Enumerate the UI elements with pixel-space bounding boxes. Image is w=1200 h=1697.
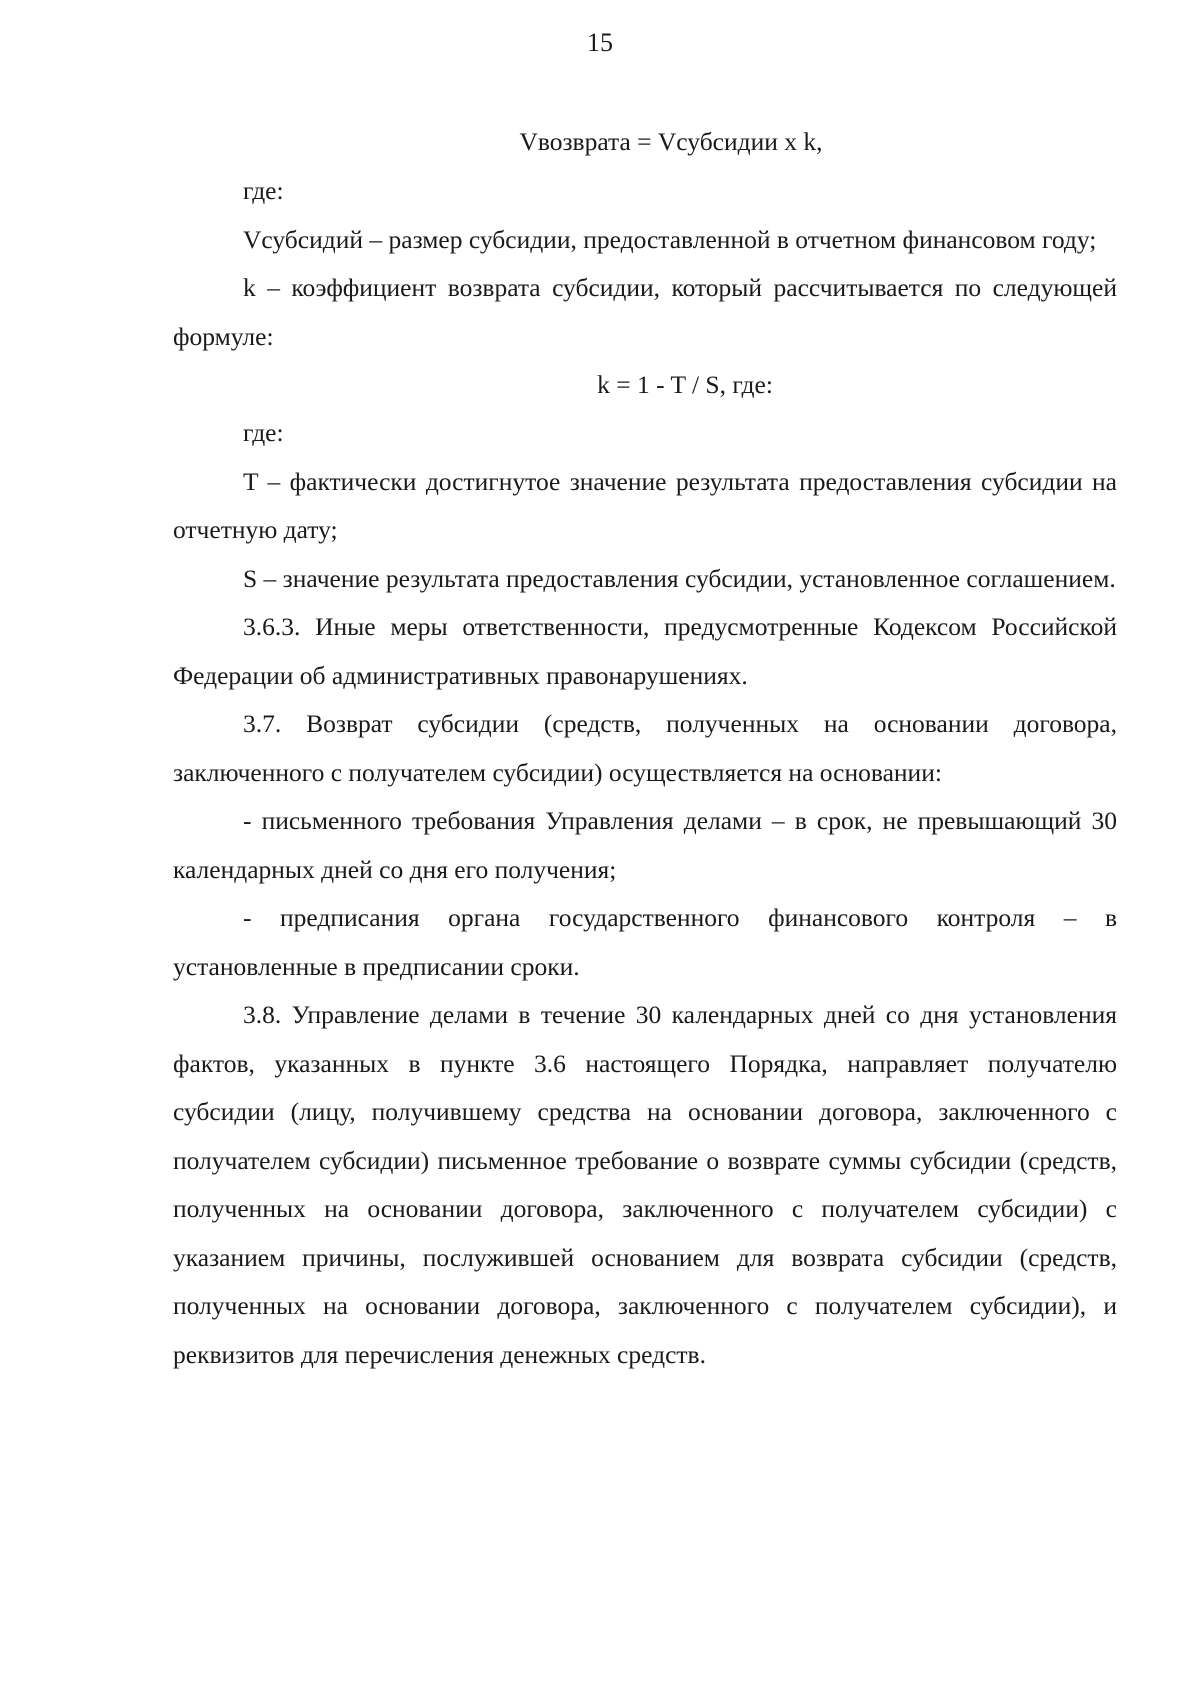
paragraph-3-8: 3.8. Управление делами в течение 30 календарных дней со дня установления фактов, указанных в пункте 3.6 настоящего Порядка, направляет получателю субсидии (лицу, получившему средства на основании договора, заключенного с получателем субсидии) письменное требование о возврате суммы субсидии (средств, полученных на основании договора, заключенного с получателем субсидии) с указанием причины, послужившей основанием для возврата субсидии (средств, полученных на основании договора, заключенного с получателем субсидии), и реквизитов для перечисления денежных средств. xyxy=(173,1000,1117,1369)
definition-k: k – коэффициент возврата субсидии, который рассчитывается по следующей формуле: xyxy=(173,273,1117,351)
definition-s: S – значение результата предоставления субсидии, установленное соглашением. xyxy=(243,563,1116,593)
where-label-1: где: xyxy=(243,176,284,205)
page-number: 15 xyxy=(587,28,613,57)
formula-return-volume: Vвозврата = Vсубсидии x k, xyxy=(519,127,823,156)
list-item-control-order: - предписания органа государственного финансового контроля – в установленные в предписании сроки. xyxy=(173,903,1117,981)
definition-t: T – фактически достигнутое значение результата предоставления субсидии на отчетную дату; xyxy=(173,466,1117,544)
definition-vsubsidy: Vсубсидий – размер субсидии, предоставленной в отчетном финансовом году; xyxy=(243,224,1097,254)
document-body xyxy=(173,118,1117,1379)
paragraph-3-6-3: 3.6.3. Иные меры ответственности, предусмотренные Кодексом Российской Федерации об административных правонарушениях. xyxy=(173,612,1117,690)
list-item-written-requirement: - письменного требования Управления делами – в срок, не превышающий 30 календарных дней со дня его получения; xyxy=(173,806,1117,884)
where-label-2: где: xyxy=(243,418,284,447)
paragraph-3-7: 3.7. Возврат субсидии (средств, полученных на основании договора, заключенного с получателем субсидии) осуществляется на основании: xyxy=(173,709,1117,787)
formula-k: k = 1 - T / S, где: xyxy=(597,370,773,399)
